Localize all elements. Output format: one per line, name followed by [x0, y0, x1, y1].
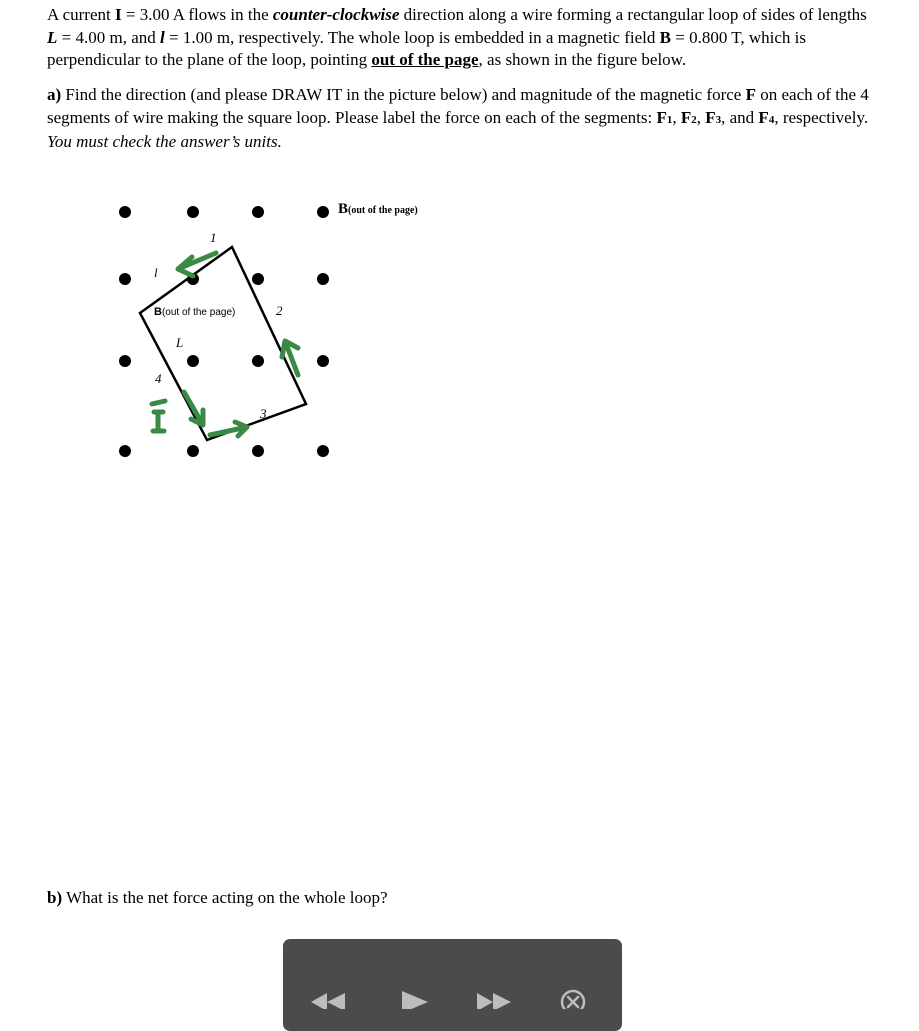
- loop-diagram: [100, 185, 460, 475]
- part-a-question: a) Find the direction (and please DRAW IT in the picture below) and magnitude of the magnetic force F on each of the 4 segments of wire making the square loop. Please label the force on each of the segments: F1, F2, F3, and F4, respectively. You must check the answer’s units.: [47, 85, 869, 151]
- segment-label-2: 2: [276, 303, 283, 318]
- b-field-label-inside: B(out of the page): [154, 306, 236, 318]
- close-button[interactable]: [549, 957, 597, 1009]
- field-dot: [317, 355, 329, 367]
- handwritten-i: [153, 412, 164, 431]
- media-player-bar: [283, 939, 622, 1031]
- force-arrow-3: [210, 422, 247, 436]
- field-dot: [187, 445, 199, 457]
- problem-intro: A current I = 3.00 A flows in the counter-clockwise direction along a wire forming a rectangular loop of sides of lengths L = 4.00 m, and l = 1.00 m, respectively. The whole loop is embedded in a magnetic field B = 0.800 T, which is perpendicular to the plane of the loop, pointing out of the page, as shown in the figure below.: [47, 5, 867, 69]
- handwritten-i-tick: [152, 401, 165, 404]
- field-dot: [317, 206, 329, 218]
- force-arrow-4: [184, 392, 203, 425]
- b-field-label-top: B(out of the page): [338, 201, 418, 217]
- field-dot: [187, 355, 199, 367]
- field-dot: [317, 273, 329, 285]
- field-dot: [119, 355, 131, 367]
- field-dot: [252, 445, 264, 457]
- play-button[interactable]: [391, 957, 439, 1009]
- rewind-button[interactable]: [305, 957, 353, 1009]
- field-dot: [252, 355, 264, 367]
- field-dot: [119, 206, 131, 218]
- segment-label-3: 3: [260, 406, 267, 421]
- segment-label-1: 1: [210, 230, 217, 245]
- length-label-l: l: [154, 265, 158, 280]
- segment-label-4: 4: [155, 371, 162, 386]
- part-b-question: b) What is the net force acting on the whole loop?: [47, 888, 388, 907]
- field-dot: [252, 273, 264, 285]
- play-icon: [391, 957, 439, 1009]
- close-icon: [549, 957, 597, 1009]
- fast-forward-button[interactable]: [469, 957, 517, 1009]
- field-dot: [252, 206, 264, 218]
- fast-forward-icon: [469, 957, 517, 1009]
- rewind-icon: [305, 957, 353, 1009]
- loop-figure: [100, 185, 460, 475]
- field-dot: [119, 273, 131, 285]
- field-dot: [187, 206, 199, 218]
- force-arrows: [152, 253, 298, 436]
- field-dot: [317, 445, 329, 457]
- length-label-L: L: [176, 335, 184, 350]
- field-dot: [119, 445, 131, 457]
